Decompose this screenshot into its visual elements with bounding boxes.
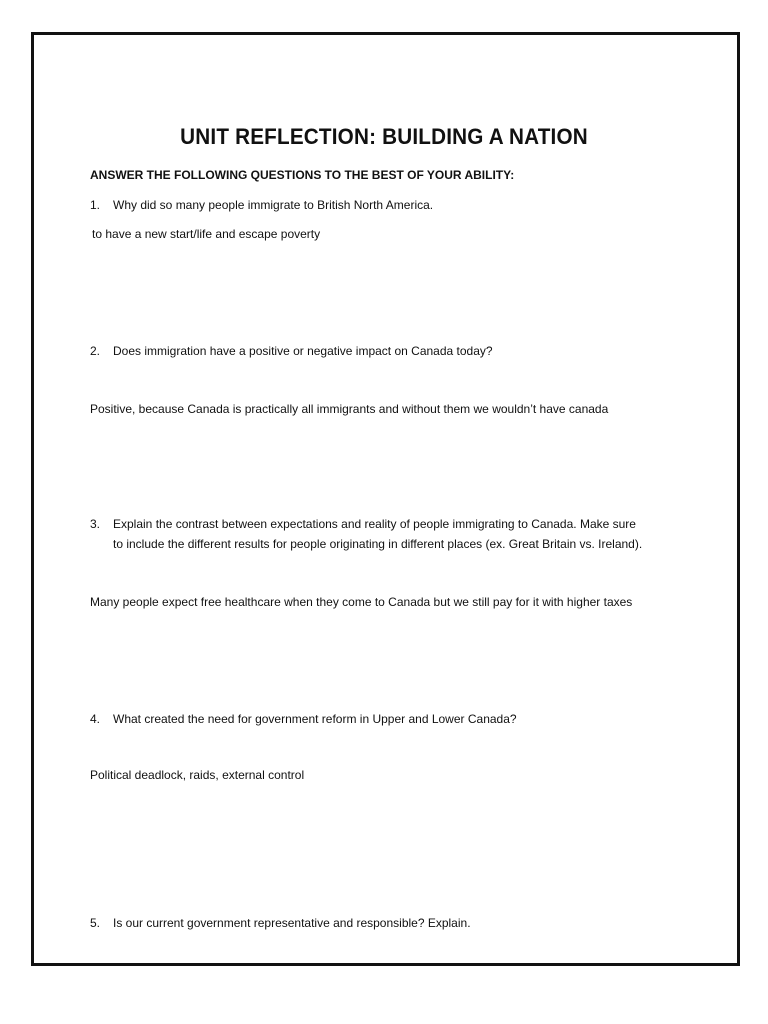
answer-2[interactable]: Positive, because Canada is practically all immigrants and without them we wouldn’t have canada (90, 402, 609, 416)
question-text: Is our current government representative and responsible? Explain. (113, 916, 471, 930)
question-text: Explain the contrast between expectations and reality of people immigrating to Canada. Make sure (113, 517, 636, 531)
worksheet-title: UNIT REFLECTION: BUILDING A NATION (180, 124, 588, 149)
question-number: 1. (90, 198, 101, 212)
answer-1[interactable]: to have a new start/life and escape poverty (92, 227, 321, 241)
question-number: 3. (90, 517, 101, 531)
question-text: Why did so many people immigrate to British North America. (113, 198, 434, 212)
question-text-line-2: to include the different results for people originating in different places (ex. Great Britain vs. Ireland). (113, 537, 643, 551)
question-number: 5. (90, 916, 101, 930)
instructions: ANSWER THE FOLLOWING QUESTIONS TO THE BEST OF YOUR ABILITY: (90, 168, 515, 182)
answer-4[interactable]: Political deadlock, raids, external control (90, 768, 305, 782)
question-text: What created the need for government reform in Upper and Lower Canada? (113, 712, 517, 726)
question-text: Does immigration have a positive or negative impact on Canada today? (113, 344, 493, 358)
question-number: 2. (90, 344, 101, 358)
answer-3[interactable]: Many people expect free healthcare when they come to Canada but we still pay for it with higher taxes (90, 595, 633, 609)
question-number: 4. (90, 712, 101, 726)
